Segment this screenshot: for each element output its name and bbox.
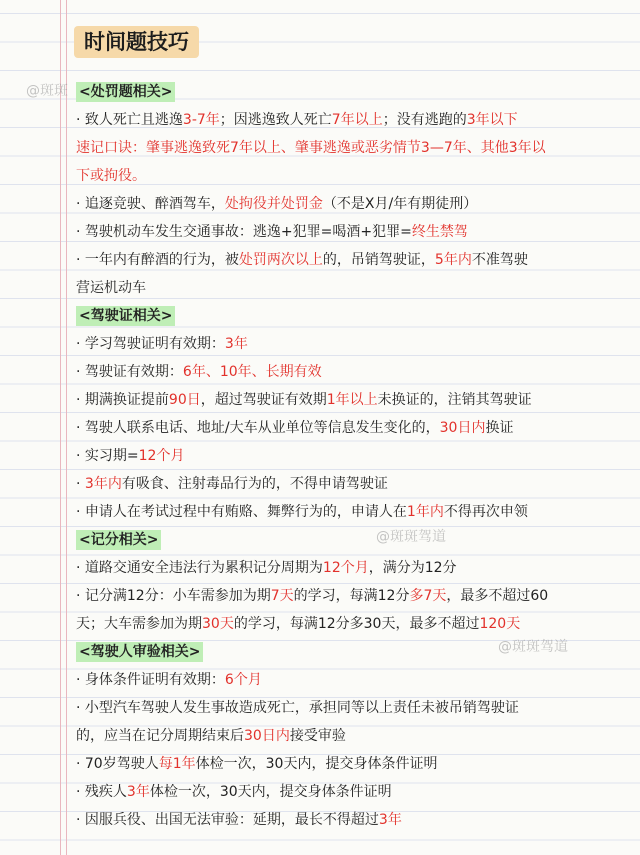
note-text: 营运机动车 — [76, 280, 146, 296]
note-line — [76, 218, 628, 246]
highlight-text: 3年以下 — [466, 112, 518, 128]
note-line — [76, 610, 628, 638]
note-line — [76, 806, 628, 834]
highlight-text: 7年以上 — [331, 112, 383, 128]
highlight-text: 1年以上 — [326, 392, 378, 408]
highlight-text: 3-7年 — [182, 112, 220, 128]
page-title: 时间题技巧 — [74, 26, 199, 58]
highlight-text: 处罚两次以上 — [238, 252, 323, 268]
note-text: 体检一次，30天内，提交身体条件证明 — [195, 756, 438, 772]
note-text: · 驾驶机动车发生交通事故：逃逸+犯罪=喝酒+犯罪= — [76, 224, 412, 240]
section-heading-label: <处罚题相关> — [76, 82, 175, 102]
note-text: 有吸食、注射毒品行为的，不得申请驾驶证 — [121, 476, 388, 492]
highlight-text: 多7天 — [409, 588, 447, 604]
note-text: · 期满换证提前 — [76, 392, 169, 408]
section-heading-label: <驾驶证相关> — [76, 306, 175, 326]
margin-line-right — [66, 0, 67, 855]
highlight-text: 12个月 — [322, 560, 369, 576]
note-line — [76, 582, 628, 610]
note-line — [76, 330, 628, 358]
highlight-text: 120天 — [479, 616, 521, 632]
note-line — [76, 246, 628, 274]
watermark: @斑斑驾道 — [376, 529, 446, 545]
note-line — [76, 694, 628, 722]
highlight-text: 6年、10年、长期有效 — [182, 364, 322, 380]
note-line — [76, 470, 628, 498]
note-text: ，超过驾驶证有效期 — [200, 392, 327, 408]
note-text: 换证 — [485, 420, 514, 436]
note-line — [76, 778, 628, 806]
note-text: · 追逐竞驶、醉酒驾车， — [76, 196, 225, 212]
note-text: 不准驾驶 — [471, 252, 528, 268]
highlight-text: 终生禁驾 — [411, 224, 468, 240]
highlight-text: 7天 — [270, 588, 294, 604]
note-text: ；因逃逸致人死亡 — [219, 112, 332, 128]
note-text: · 因服兵役、出国无法审验：延期，最长不得超过 — [76, 812, 379, 828]
note-text: · 残疾人 — [76, 784, 127, 800]
highlight-text: 6个月 — [224, 672, 262, 688]
section-heading — [76, 638, 628, 666]
highlight-text: 3年 — [224, 336, 248, 352]
note-text: · 学习驾驶证明有效期： — [76, 336, 225, 352]
note-text: ，满分为12分 — [368, 560, 457, 576]
highlight-text: 12个月 — [138, 448, 185, 464]
note-text: · — [76, 476, 85, 492]
note-text: 未换证的，注销其驾驶证 — [377, 392, 532, 408]
note-text: · 致人死亡且逃逸 — [76, 112, 183, 128]
highlight-text: 3年 — [126, 784, 150, 800]
note-line — [76, 750, 628, 778]
note-text: · 驾驶证有效期： — [76, 364, 183, 380]
note-text: 天；大车需参加为期 — [76, 616, 202, 632]
section-heading — [76, 78, 628, 106]
highlight-text: 90日 — [168, 392, 201, 408]
note-text: · 申请人在考试过程中有贿赂、舞弊行为的，申请人在 — [76, 504, 407, 520]
note-line — [76, 134, 628, 162]
note-text: 的学习，每满12分 — [293, 588, 410, 604]
highlight-text: 3年 — [378, 812, 402, 828]
highlight-text: 30天 — [202, 616, 234, 632]
highlight-text: 5年内 — [434, 252, 472, 268]
note-line — [76, 554, 628, 582]
note-text: · 身体条件证明有效期： — [76, 672, 225, 688]
watermark: @斑斑驾道 — [498, 639, 568, 655]
highlight-text: 每1年 — [158, 756, 196, 772]
section-heading — [76, 302, 628, 330]
note-text: 的学习，每满12分多30天，最多不超过 — [233, 616, 480, 632]
section-heading-label: <记分相关> — [76, 530, 161, 550]
highlight-text: 速记口诀：肇事逃逸致死7年以上、肇事逃逸或恶劣情节3—7年、其他3年以 — [76, 140, 546, 156]
note-text: · 驾驶人联系电话、地址/大车从业单位等信息发生变化的， — [76, 420, 440, 436]
notes-content — [76, 78, 628, 834]
note-line — [76, 722, 628, 750]
note-text: 的，应当在记分周期结束后 — [76, 728, 244, 744]
highlight-text: 30日内 — [439, 420, 486, 436]
note-line — [76, 106, 628, 134]
section-heading — [76, 526, 628, 554]
margin-line-left — [60, 0, 61, 855]
note-text: 的，吊销驾驶证， — [322, 252, 435, 268]
note-text: ；没有逃跑的 — [382, 112, 467, 128]
note-text: · 道路交通安全违法行为累积记分周期为 — [76, 560, 323, 576]
highlight-text: 处拘役并处罚金 — [224, 196, 323, 212]
note-text: · 实习期= — [76, 448, 139, 464]
note-line — [76, 274, 628, 302]
note-line — [76, 162, 628, 190]
highlight-text: 下或拘役。 — [76, 168, 146, 184]
note-text: 接受审验 — [289, 728, 346, 744]
note-line — [76, 498, 628, 526]
note-text: · 70岁驾驶人 — [76, 756, 159, 772]
note-text: 不得再次申领 — [443, 504, 528, 520]
highlight-text: 30日内 — [244, 728, 290, 744]
note-line — [76, 666, 628, 694]
note-text: · 一年内有醉酒的行为，被 — [76, 252, 239, 268]
section-heading-label: <驾驶人审验相关> — [76, 642, 203, 662]
highlight-text: 1年内 — [406, 504, 444, 520]
note-text: ，最多不超过60 — [446, 588, 549, 604]
note-line — [76, 358, 628, 386]
watermark: @斑斑 — [26, 83, 68, 99]
note-text: （不是X月/年有期徒刑） — [322, 196, 478, 212]
note-text: · 记分满12分：小车需参加为期 — [76, 588, 271, 604]
note-text: · 小型汽车驾驶人发生事故造成死亡，承担同等以上责任未被吊销驾驶证 — [76, 700, 519, 716]
note-line — [76, 386, 628, 414]
highlight-text: 3年内 — [84, 476, 122, 492]
note-line — [76, 442, 628, 470]
note-line — [76, 414, 628, 442]
note-text: 体检一次，30天内，提交身体条件证明 — [149, 784, 392, 800]
note-line — [76, 190, 628, 218]
